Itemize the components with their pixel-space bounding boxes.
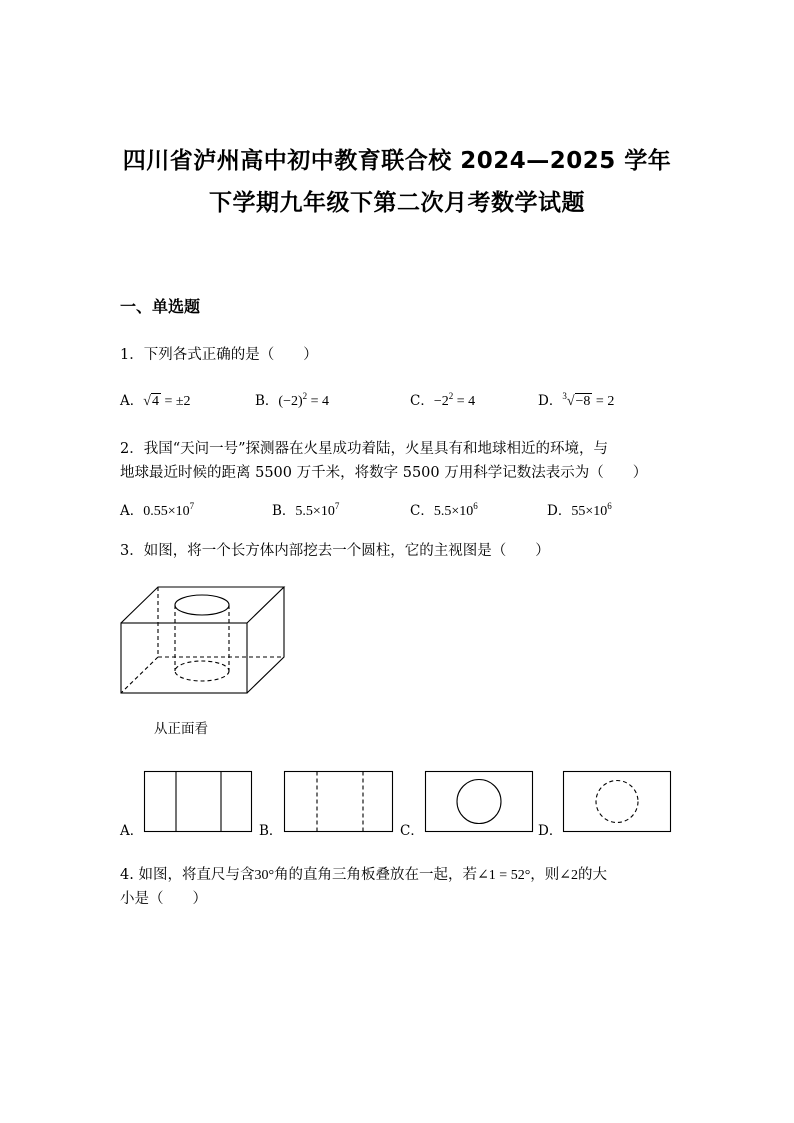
cuboid-right-face <box>247 587 284 693</box>
question-2-stem-line1: 2．我国“天问一号”探测器在火星成功着陆，火星具有和地球相近的环境，与 <box>120 441 609 457</box>
cylinder-top-ellipse <box>175 595 229 615</box>
question-3-option-d-figure <box>563 771 673 833</box>
question-1-stem: 1．下列各式正确的是（ ） <box>120 347 318 363</box>
option-label: D． <box>538 393 563 409</box>
question-1-option-b: B．$(-2)^2 = 4$ <box>255 391 330 409</box>
cube-root-expression: √−8 <box>566 394 591 409</box>
question-3-option-c-label: C． <box>400 823 424 839</box>
question-4-stem-line2: 小是（ ） <box>120 891 207 907</box>
option-label: B． <box>272 503 296 519</box>
view-direction-label: 从正面看 <box>154 721 208 737</box>
question-2-option-b: B．$5.5\times 10^7$ <box>272 501 340 519</box>
option-label: A． <box>120 503 144 519</box>
page-title-line1: 四川省泸州高中初中教育联合校 2024—2025 学年 <box>122 148 672 174</box>
question-4-stem-line1: 4. 如图，将直尺与含30°角的直角三角板叠放在一起，若∠1 = 52°，则∠2的大 <box>120 867 608 883</box>
section-heading-single-choice: 一、单选题 <box>120 297 201 316</box>
cuboid-hidden-edges <box>121 587 284 693</box>
option-label: B． <box>255 393 279 409</box>
option-label: C． <box>410 393 434 409</box>
question-3-stem: 3．如图，将一个长方体内部挖去一个圆柱，它的主视图是（ ） <box>120 543 550 559</box>
question-3-option-d-label: D． <box>538 823 563 839</box>
cuboid-top-face <box>121 587 284 623</box>
question-3-option-b-figure <box>284 771 396 833</box>
option-label: C． <box>410 503 434 519</box>
question-2-option-d: D．$55\times 10^6$ <box>547 501 612 519</box>
question-2-stem-line2: 地球最近时候的距离 5500 万千米，将数字 5500 万用科学记数法表示为（ ） <box>120 465 648 481</box>
cylinder-hidden-lines <box>175 605 229 681</box>
question-3-option-c-figure <box>425 771 535 833</box>
option-label: D． <box>547 503 572 519</box>
question-1-option-a: A．√4 = ±2 <box>120 393 191 409</box>
question-1-option-d: D．$^3$√−8 = 2 <box>538 391 615 409</box>
cuboid-front-face <box>121 623 247 693</box>
cuboid-with-cylinder-figure <box>118 584 318 696</box>
question-3-option-a-label: A． <box>120 823 144 839</box>
question-3-option-b-label: B． <box>259 823 283 839</box>
sqrt-expression: √4 <box>143 394 159 409</box>
question-2-option-a: A．$0.55\times 10^7$ <box>120 501 195 519</box>
option-label: A． <box>120 393 144 409</box>
page-title-line2: 下学期九年级下第二次月考数学试题 <box>209 190 585 216</box>
question-1-option-c: C．$-2^2 = 4$ <box>410 391 476 409</box>
question-2-option-c: C．$5.5\times 10^6$ <box>410 501 478 519</box>
question-3-option-a-figure <box>144 771 254 833</box>
